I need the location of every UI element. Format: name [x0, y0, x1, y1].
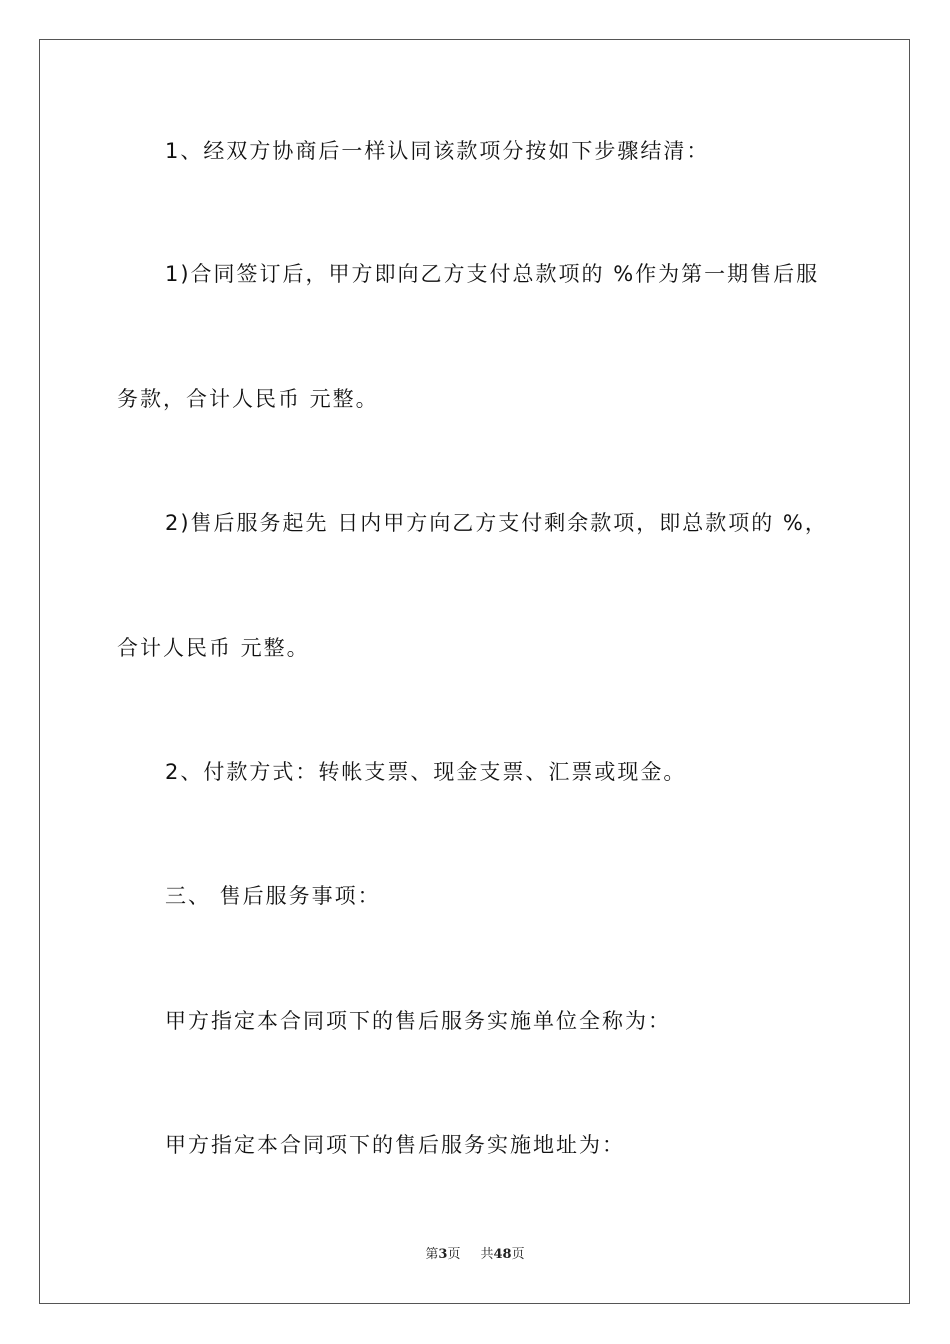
- footer-page-prefix: 第: [425, 1247, 439, 1262]
- paragraph-second-payment-cont: 合计人民币 元整。: [117, 636, 310, 660]
- footer-total-suffix: 页: [511, 1247, 525, 1262]
- page-footer: [0, 1246, 950, 1264]
- paragraph-payment-method: 2、付款方式：转帐支票、现金支票、汇票或现金。: [165, 760, 687, 784]
- footer-total-prefix: 共: [480, 1247, 494, 1262]
- paragraph-second-payment: 2)售后服务起先 日内甲方向乙方支付剩余款项，即总款项的 %，: [165, 511, 828, 535]
- paragraph-first-payment-cont: 务款，合计人民币 元整。: [117, 387, 379, 411]
- paragraph-payment-steps: 1、经双方协商后一样认同该款项分按如下步骤结清：: [165, 139, 710, 163]
- section-heading-service-items: 三、 售后服务事项：: [165, 884, 381, 908]
- page-border: [39, 39, 910, 1304]
- footer-total-pages: 48: [493, 1247, 512, 1262]
- paragraph-first-payment: 1)合同签订后，甲方即向乙方支付总款项的 %作为第一期售后服: [165, 262, 820, 286]
- footer-page-number: 3: [438, 1247, 448, 1262]
- footer-page-suffix: 页: [447, 1247, 461, 1262]
- paragraph-service-unit: 甲方指定本合同项下的售后服务实施单位全称为：: [165, 1009, 671, 1033]
- paragraph-service-address: 甲方指定本合同项下的售后服务实施地址为：: [165, 1133, 625, 1157]
